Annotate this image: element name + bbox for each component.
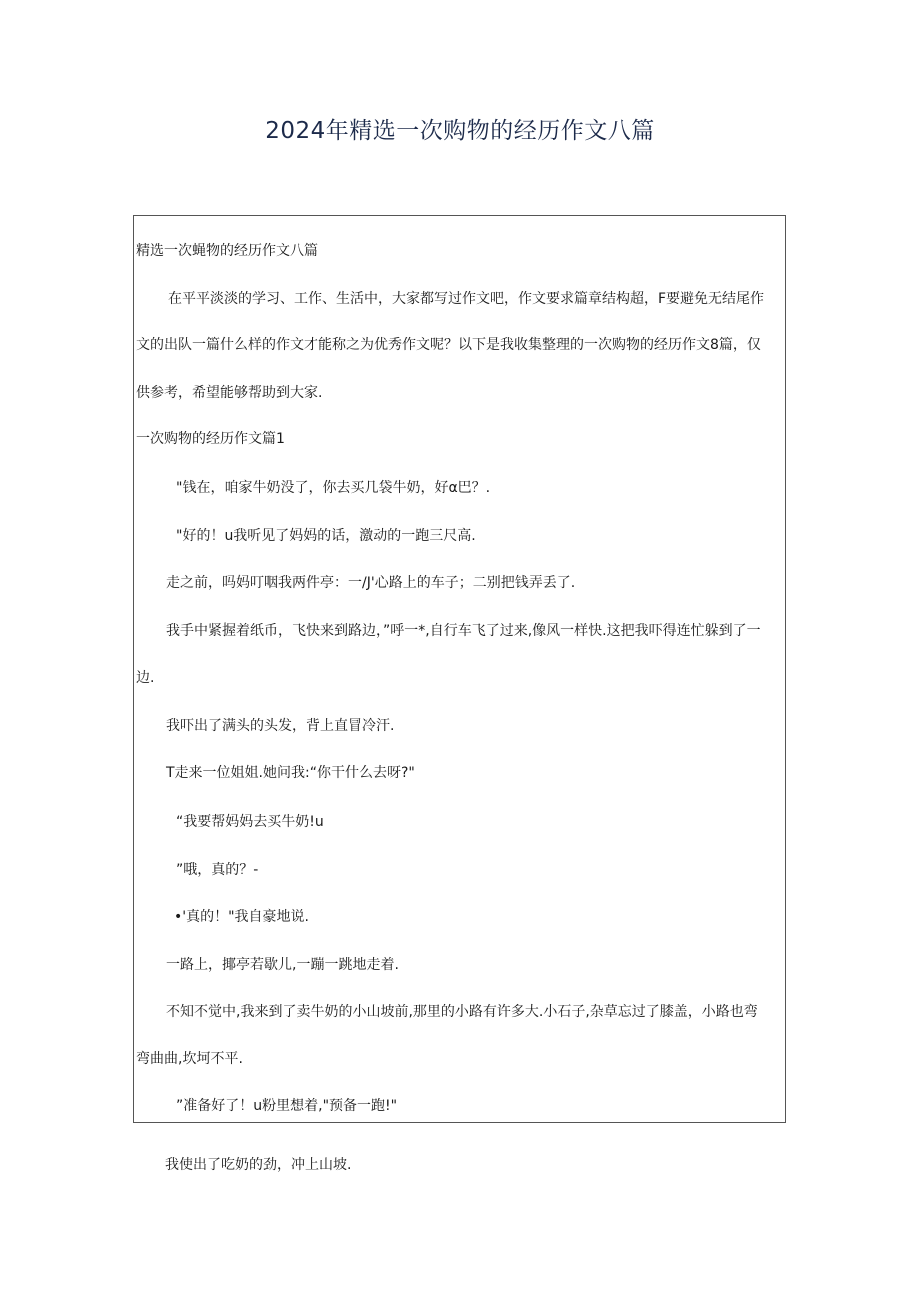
paragraph-line: "好的！u我听见了妈妈的话，激动的一跑三尺高.: [176, 528, 476, 544]
paragraph-line: 我手中紧握着纸币，飞快来到路边，”呼一*,自行车飞了过来,像风一样快.这把我吓得连忙躲到了一: [166, 623, 761, 639]
paragraph-line: •'真的！"我自豪地说.: [174, 909, 309, 925]
paragraph-line: 供参考，希望能够帮助到大家.: [136, 385, 323, 401]
paragraph-line: 在平平淡淡的学习、工作、生活中，大家都写过作文吧，作文要求篇章结构超，F要避免无结尾作: [168, 291, 765, 307]
paragraph-line: 走之前，吗妈叮咽我两件亭：一/J'心路上的车子；二别把钱弄丢了.: [166, 575, 576, 591]
section-heading: 精选一次蝇物的经历作文八篇: [136, 243, 318, 259]
paragraph-line: 弯曲曲,坎坷不平.: [136, 1051, 243, 1067]
paragraph-line: ”哦，真的？-: [176, 862, 259, 878]
paragraph-line: ”准备好了！u粉里想着,"预备一跑!": [176, 1098, 398, 1114]
paragraph-line-after-box: 我使出了吃奶的劲，冲上山坡.: [165, 1157, 352, 1173]
paragraph-line: 一路上，揶亭若歇儿,一蹦一跳地走着.: [166, 957, 399, 973]
chapter-heading: 一次购物的经历作文篇1: [136, 431, 285, 447]
document-title: 2024年精选一次购物的经历作文八篇: [265, 118, 655, 144]
paragraph-line: 不知不觉中,我来到了卖牛奶的小山坡前,那里的小路有许多大.小石子,杂草忘过了膝盖，小路也弯: [166, 1004, 758, 1020]
paragraph-line: 边.: [136, 670, 155, 686]
paragraph-line: 文的出队一篇什么样的作文才能称之为优秀作文呢？以下是我收集整理的一次购物的经历作文8篇，仅: [136, 337, 761, 353]
paragraph-line: T走来一位姐姐.她问我:“你干什么去呀?": [166, 765, 415, 781]
paragraph-line: "钱在，咱家牛奶没了，你去买几袋牛奶，好α巴？.: [176, 480, 491, 496]
paragraph-line: “我要帮妈妈去买牛奶!u: [176, 814, 324, 830]
content-box: [133, 215, 786, 1123]
paragraph-line: 我吓出了满头的头发，背上直冒冷汗.: [166, 718, 395, 734]
